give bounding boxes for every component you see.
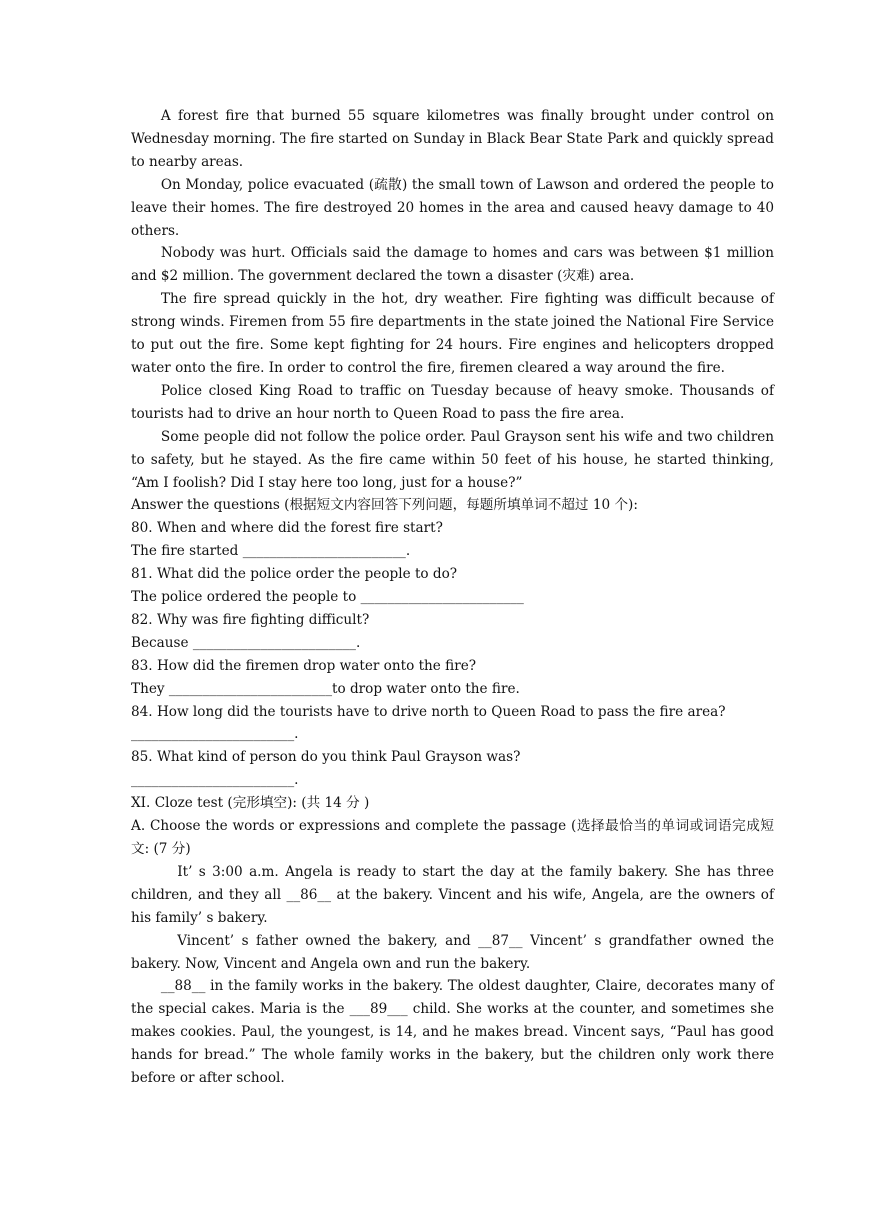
passage-paragraph-6: Some people did not follow the police order. Paul Grayson sent his wife and two children to safety, but he stayed. As the fire came within 50 feet of his house, he started thinking, “Am I foolish? Did I stay here too long, just for a house?” <box>131 428 774 491</box>
passage-paragraph-2: On Monday, police evacuated (疏散) the small town of Lawson and ordered the people to leave their homes. The fire destroyed 20 homes in the area and caused heavy damage to 40 others. <box>131 176 774 239</box>
passage-paragraph-3: Nobody was hurt. Officials said the damage to homes and cars was between $1 million and $2 million. The government declared the town a disaster (灾难) area. <box>131 245 774 285</box>
answer-line-80: The fire started ________________________. <box>131 543 411 560</box>
document-page <box>131 105 774 1090</box>
question-80: 80. When and where did the forest fire start? <box>131 520 443 537</box>
cloze-paragraph-2: Vincent’ s father owned the bakery, and __87__ Vincent’ s grandfather owned the bakery. Now, Vincent and Angela own and run the bakery. <box>131 932 774 972</box>
answer-line-84: ________________________. <box>131 726 299 743</box>
answer-line-83: They ________________________to drop water onto the fire. <box>131 680 520 697</box>
passage-paragraph-5: Police closed King Road to traffic on Tuesday because of heavy smoke. Thousands of tourists had to drive an hour north to Queen Road to pass the fire area. <box>131 382 774 422</box>
cloze-paragraph-3: __88__ in the family works in the bakery. The oldest daughter, Claire, decorates many of the special cakes. Maria is the ___89___ child. She works at the counter, and sometimes she makes cookies. Paul, the youngest, is 14, and he makes bread. Vincent says, “Paul has good hands for bread.” The whole family works in the bakery, but the children only work there before or after school. <box>131 978 774 1087</box>
passage-paragraph-1: A forest fire that burned 55 square kilometres was finally brought under control on Wednesday morning. The fire started on Sunday in Black Bear State Park and quickly spread to nearby areas. <box>131 108 774 170</box>
answer-line-82: Because ________________________. <box>131 634 361 651</box>
section-title: XI. Cloze test (完形填空): (共 14 分 ) <box>131 795 370 812</box>
question-81: 81. What did the police order the people to do? <box>131 566 458 583</box>
questions-intro: Answer the questions (根据短文内容回答下列问题，每题所填单词不超过 10 个): <box>131 497 638 514</box>
question-85: 85. What kind of person do you think Paul Grayson was? <box>131 749 521 766</box>
section-a-intro: A. Choose the words or expressions and complete the passage (选择最恰当的单词或词语完成短文: (7 分) <box>131 818 774 857</box>
answer-line-85: ________________________. <box>131 772 299 789</box>
passage-paragraph-4: The fire spread quickly in the hot, dry weather. Fire fighting was difficult because of strong winds. Firemen from 55 fire departments in the state joined the National Fire Service to put out the fire. Some kept fighting for 24 hours. Fire engines and helicopters dropped water onto the fire. In order to control the fire, firemen cleared a way around the fire. <box>131 291 774 376</box>
answer-line-81: The police ordered the people to ________________________ <box>131 589 524 606</box>
cloze-paragraph-1: It’ s 3:00 a.m. Angela is ready to start the day at the family bakery. She has three children, and they all __86__ at the bakery. Vincent and his wife, Angela, are the owners of his family’ s bakery. <box>131 863 774 926</box>
question-83: 83. How did the firemen drop water onto the fire? <box>131 657 477 674</box>
question-82: 82. Why was fire fighting difficult? <box>131 611 370 628</box>
question-84: 84. How long did the tourists have to drive north to Queen Road to pass the fire area? <box>131 703 726 720</box>
